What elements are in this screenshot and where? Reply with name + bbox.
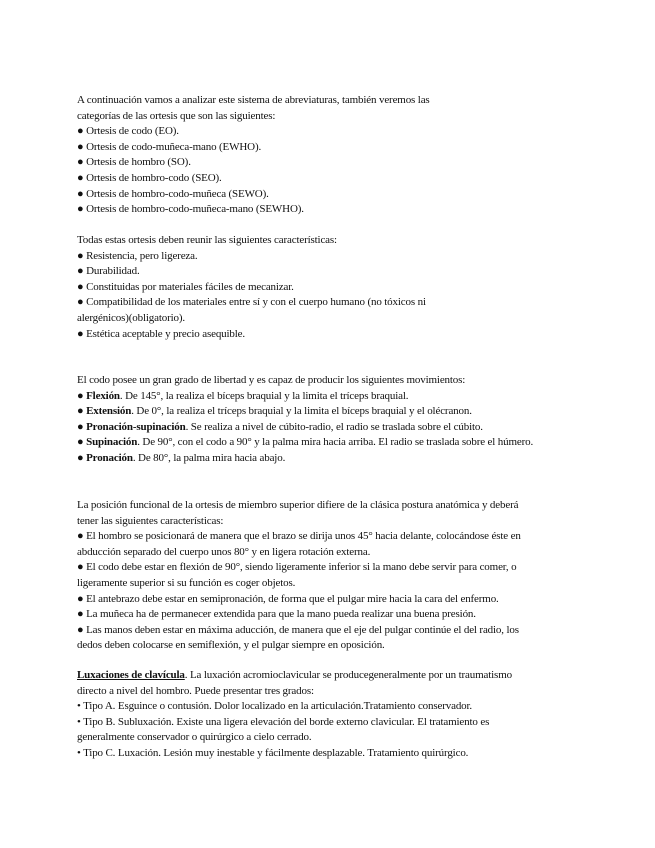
list-item: ● Ortesis de hombro-codo-muñeca-mano (SEWHO). (77, 203, 304, 216)
bullet: ● (77, 436, 87, 449)
paragraph-line: Todas estas ortesis deben reunir las siguientes características: (77, 234, 337, 246)
list-item: • Tipo C. Luxación. Lesión muy inestable y fácilmente desplazable. Tratamiento quirúrgico. (77, 746, 469, 759)
list-item (77, 404, 533, 420)
movement-term: Flexión (86, 389, 120, 402)
list-item (77, 451, 533, 467)
paragraph-text: . La luxación acromioclavicular se producegeneralmente por un traumatismo (184, 669, 512, 681)
clavicle-dislocation-section (77, 668, 512, 762)
bullet: ● (77, 420, 87, 433)
list-item: ● El antebrazo debe estar en semipronación, de forma que el pulgar mire hacia la cara del enfermo. (77, 592, 499, 605)
list-item: ● Compatibilidad de los materiales entre sí y con el cuerpo humano (no tóxicos ni (77, 296, 426, 309)
list-item: ● El hombro se posicionará de manera que el brazo se dirija unos 45° hacia delante, colocándose éste en (77, 530, 521, 543)
list-item: • Tipo B. Subluxación. Existe una ligera elevación del borde externo clavicular. El tratamiento es (77, 715, 490, 728)
list-item (77, 389, 533, 405)
bullet: ● (77, 451, 87, 464)
elbow-movements-section (77, 373, 533, 467)
list-item: ● Ortesis de hombro (SO). (77, 156, 191, 169)
orthosis-characteristics-section (77, 233, 426, 342)
list-item: ● Ortesis de codo-muñeca-mano (EWHO). (77, 140, 262, 153)
list-item: ● Durabilidad. (77, 265, 140, 278)
list-item (77, 420, 533, 436)
movement-description: . De 80°, la palma mira hacia abajo. (132, 451, 286, 464)
list-item: ● Estética aceptable y precio asequible. (77, 327, 246, 340)
paragraph-line: El codo posee un gran grado de libertad y es capaz de producir los siguientes movimientos: (77, 374, 466, 386)
list-item-continuation: generalmente conservador o quirúrgico a cielo cerrado. (77, 731, 312, 744)
movement-description: . De 145°, la realiza el bíceps braquial y la limita el tríceps braquial. (119, 389, 409, 402)
list-item: ● Constituidas por materiales fáciles de mecanizar. (77, 280, 294, 293)
list-item-continuation: abducción separado del cuerpo unos 80° y en ligera rotación externa. (77, 545, 371, 558)
movement-term: Extensión (86, 405, 132, 418)
list-item (77, 435, 533, 451)
list-item: ● El codo debe estar en flexión de 90°, siendo ligeramente inferior si la mano debe servir para comer, o (77, 561, 517, 574)
list-item-continuation: ligeramente superior si su función es coger objetos. (77, 576, 296, 589)
list-item: ● Ortesis de hombro-codo (SEO). (77, 171, 222, 184)
list-item: ● La muñeca ha de permanecer extendida para que la mano pueda realizar una buena presión. (77, 608, 476, 621)
orthosis-categories-section (77, 93, 430, 218)
movement-description: . De 0°, la realiza el tríceps braquial y la limita el bíceps braquial y el olécranon. (131, 405, 472, 418)
list-item: ● Ortesis de codo (EO). (77, 125, 179, 138)
paragraph-line: categorías de las ortesis que son las siguientes: (77, 109, 276, 122)
bullet: ● (77, 389, 87, 402)
paragraph-line: directo a nivel del hombro. Puede presentar tres grados: (77, 684, 314, 697)
paragraph-line (77, 668, 512, 684)
section-term: Luxaciones de clavícula (77, 669, 185, 681)
movement-description: . Se realiza a nivel de cúbito-radio, el radio se traslada sobre el cúbito. (185, 420, 483, 433)
bullet: ● (77, 405, 87, 418)
list-item: ● Ortesis de hombro-codo-muñeca (SEWO). (77, 187, 269, 200)
list-item: ● Las manos deben estar en máxima aducción, de manera que el eje del pulgar continúe el del radio, los (77, 623, 519, 636)
movement-term: Supinación (86, 436, 138, 449)
paragraph-line: tener las siguientes características: (77, 514, 224, 527)
list-item-continuation: dedos deben colocarse en semiflexión, y el pulgar siempre en oposición. (77, 639, 385, 652)
list-item-continuation: alergénicos)(obligatorio). (77, 311, 185, 324)
movement-description: . De 90°, con el codo a 90° y la palma mira hacia arriba. El radio se traslada sobre el húmero. (137, 436, 534, 449)
list-item: ● Resistencia, pero ligereza. (77, 249, 198, 262)
paragraph-line: A continuación vamos a analizar este sistema de abreviaturas, también veremos las (77, 94, 430, 106)
movement-term: Pronación (86, 451, 133, 464)
paragraph-line: La posición funcional de la ortesis de miembro superior difiere de la clásica postura anatómica y deberá (77, 499, 519, 511)
functional-position-section (77, 498, 521, 654)
movement-term: Pronación-supinación (86, 420, 186, 433)
list-item: • Tipo A. Esguince o contusión. Dolor localizado en la articulación.Tratamiento conservador. (77, 700, 473, 713)
